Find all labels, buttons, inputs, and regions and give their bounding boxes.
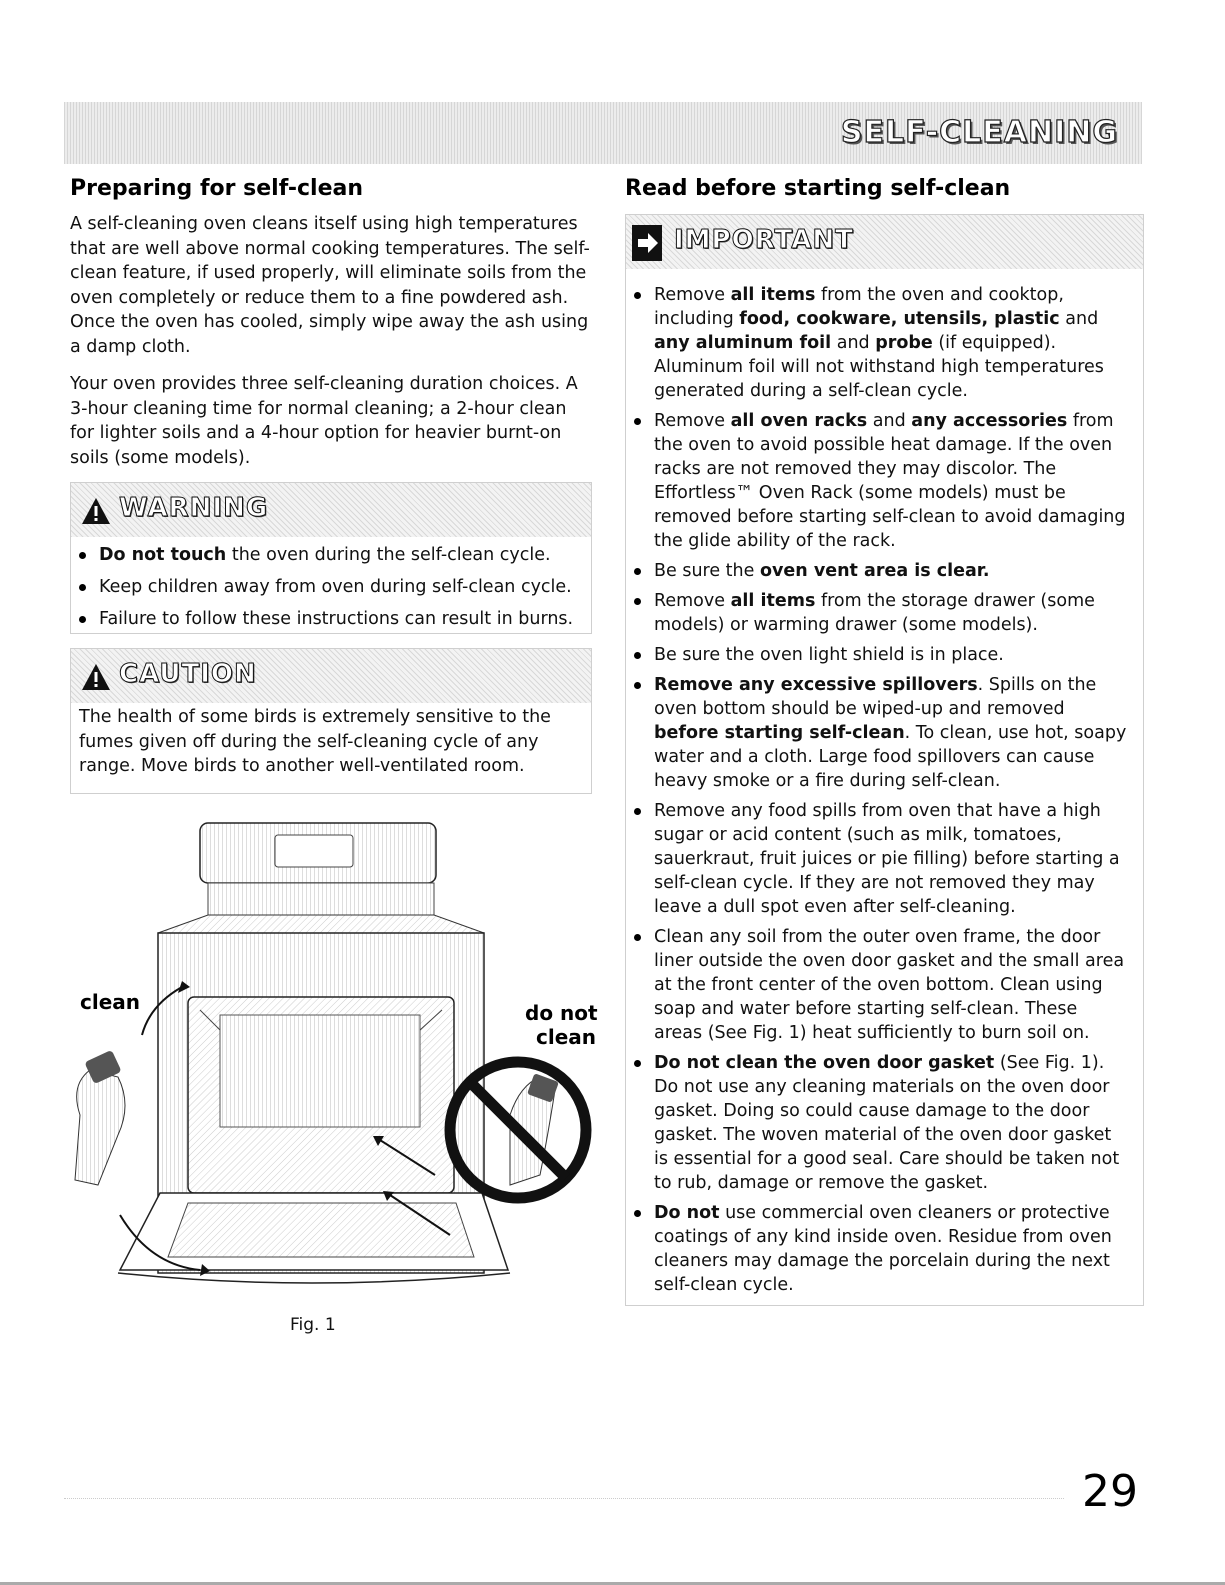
left-heading: Preparing for self-clean (70, 176, 364, 201)
list-item: Be sure the oven vent area is clear. (626, 559, 1127, 583)
list-item: Remove all items from the oven and cooktop, including food, cookware, utensils, plastic and any aluminum foil and probe (if equipped). Aluminum foil will not withstand high temperatures generated during a self-clean cycle. (626, 283, 1127, 403)
list-item: Clean any soil from the outer oven frame, the door liner outside the oven door gasket and the small area at the front center of the oven bottom. Clean using soap and water before starting self-clean. These areas (See Fig. 1) heat sufficiently to burn soil on. (626, 925, 1127, 1045)
oven-illustration (70, 815, 600, 1295)
important-list (626, 269, 1143, 1297)
section-banner (64, 102, 1142, 164)
list-item: Remove any food spills from oven that have a high sugar or acid content (such as milk, tomatoes, sauerkraut, fruit juices or pie filling) before starting a self-clean cycle. If they are not removed they may leave a dull spot even after self-cleaning. (626, 799, 1127, 919)
page-number: 29 (1082, 1466, 1138, 1517)
warning-title: WARNING (119, 493, 269, 523)
hand-icon (75, 1050, 125, 1185)
warning-list (71, 537, 591, 631)
list-item: Remove any excessive spillovers. Spills on the oven bottom should be wiped-up and removed before starting self-clean. To clean, use hot, soapy water and a cloth. Large food spillovers can cause heavy smoke or a fire during self-clean. (626, 673, 1127, 793)
caution-box (70, 648, 592, 794)
caution-text: The health of some birds is extremely sensitive to the fumes given off during the self-cleaning cycle of any range. Move birds to another well-ventilated room. (79, 707, 551, 776)
label-do-not-clean: clean (536, 1025, 597, 1049)
list-item: Keep children away from oven during self-clean cycle. (71, 575, 583, 599)
list-item: Do not clean the oven door gasket (See Fig. 1). Do not use any cleaning materials on the oven door gasket. Doing so could cause damage to the door gasket. The woven material of the oven door gasket is essential for a good seal. Care should be taken not to rub, damage or remove the gasket. (626, 1051, 1127, 1195)
figure-caption: Fig. 1 (290, 1315, 336, 1335)
arrow-right-icon (632, 225, 662, 261)
footer-divider (64, 1498, 1064, 1499)
duration-paragraph: Your oven provides three self-cleaning duration choices. A 3-hour cleaning time for normal cleaning; a 2-hour clean for lighter soils and a 4-hour option for heavier burnt-on soils (some models). (70, 374, 578, 468)
warning-header (71, 483, 591, 537)
right-heading: Read before starting self-clean (625, 176, 1011, 201)
list-item: Remove all items from the storage drawer (some models) or warming drawer (some models). (626, 589, 1127, 637)
warning-box (70, 482, 592, 634)
warning-triangle-icon (81, 497, 111, 525)
oven-drawing (70, 815, 600, 1295)
list-item: Do not touch the oven during the self-clean cycle. (71, 543, 583, 567)
section-title: SELF-CLEANING (840, 115, 1118, 150)
important-header (626, 215, 1143, 269)
label-clean: clean (80, 990, 141, 1014)
caution-title: CAUTION (119, 659, 257, 689)
important-title: IMPORTANT (674, 225, 854, 255)
label-do-not: do not (525, 1001, 598, 1025)
warning-triangle-icon (81, 663, 111, 691)
intro-paragraph: A self-cleaning oven cleans itself using high temperatures that are well above normal cooking temperatures. The self-clean feature, if used properly, will eliminate soils from the oven completely or reduce them to a fine powdered ash. Once the oven has cooled, simply wipe away the ash using a damp cloth. (70, 214, 590, 357)
list-item: Do not use commercial oven cleaners or protective coatings of any kind inside oven. Residue from oven cleaners may damage the porcelain during the next self-clean cycle. (626, 1201, 1127, 1297)
list-item: Failure to follow these instructions can result in burns. (71, 607, 583, 631)
list-item: Remove all oven racks and any accessories from the oven to avoid possible heat damage. If the oven racks are not removed they may discolor. The Effortless™ Oven Rack (some models) must be removed before starting self-clean to avoid damaging the glide ability of the rack. (626, 409, 1127, 553)
important-box (625, 214, 1144, 1306)
list-item: Be sure the oven light shield is in place. (626, 643, 1127, 667)
caution-header (71, 649, 591, 703)
